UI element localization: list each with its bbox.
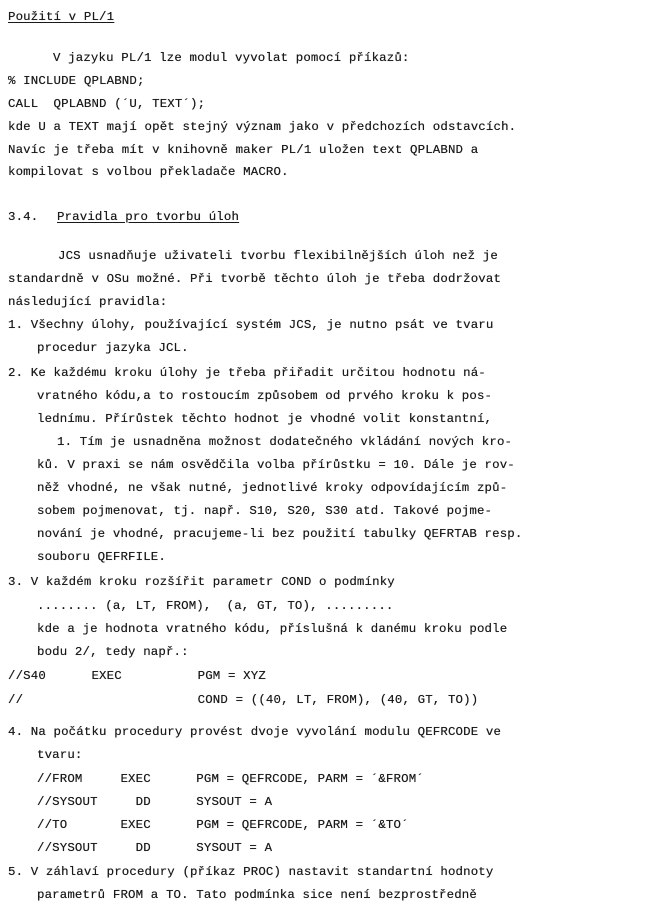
paragraph-line: Navíc je třeba mít v knihovně maker PL/1 uložen text QPLABND a — [8, 143, 479, 157]
list-item-2-continued: vratného kódu,a to rostoucím způsobem od prvého kroku k pos- — [37, 389, 493, 403]
list-item-1-continued: procedur jazyka JCL. — [37, 341, 189, 355]
code-line: % INCLUDE QPLABND; — [8, 74, 145, 88]
paragraph-line: následující pravidla: — [8, 295, 168, 309]
paragraph-line: kompilovat s volbou překladače MACRO. — [8, 165, 289, 179]
jcl-code-line: //TO EXEC PGM = QEFRCODE, PARM = ´&TO´ — [37, 818, 409, 832]
jcl-code-line: // COND = ((40, LT, FROM), (40, GT, TO)) — [8, 693, 479, 707]
section-heading-pl1: Použití v PL/1 — [8, 10, 115, 24]
list-item-4-continued: tvaru: — [37, 748, 83, 762]
list-item-3-continued: bodu 2/, tedy např.: — [37, 645, 189, 659]
list-item-2-continued: něž vhodné, ne však nutné, jednotlivé kroky odpovídajícím způ- — [37, 481, 508, 495]
list-item-5-continued: parametrů FROM a TO. Tato podmínka sice není bezprostředně — [37, 888, 477, 902]
list-item-2-continued: ků. V praxi se nám osvědčila volba přírůstku = 10. Dále je rov- — [37, 458, 515, 472]
list-item-3-continued: kde a je hodnota vratného kódu, příslušná k danému kroku podle — [37, 622, 508, 636]
section-number: 3.4. — [8, 210, 39, 224]
paragraph-line: standardně v OSu možné. Při tvorbě těchto úloh je třeba dodržovat — [8, 272, 502, 286]
paragraph-line: V jazyku PL/1 lze modul vyvolat pomocí příkazů: — [53, 51, 410, 65]
list-item-1: 1. Všechny úlohy, používající systém JCS, je nutno psát ve tvaru — [8, 318, 494, 332]
list-item-3: 3. V každém kroku rozšířit parametr COND o podmínky — [8, 575, 395, 589]
list-item-3-continued: ........ (a, LT, FROM), (a, GT, TO), ......... — [37, 599, 394, 613]
list-item-2-continued: nování je vhodné, pracujeme-li bez použití tabulky QEFRTAB resp. — [37, 527, 523, 541]
list-item-2-continued: souboru QEFRFILE. — [37, 550, 166, 564]
paragraph-line: kde U a TEXT mají opět stejný význam jako v předchozích odstavcích. — [8, 120, 517, 134]
paragraph-line: JCS usnadňuje uživateli tvorbu flexibilnějších úloh než je — [58, 249, 498, 263]
jcl-code-line: //FROM EXEC PGM = QEFRCODE, PARM = ´&FROM´ — [37, 772, 424, 786]
jcl-code-line: //SYSOUT DD SYSOUT = A — [37, 841, 273, 855]
code-line: CALL QPLABND (´U, TEXT´); — [8, 97, 206, 111]
section-heading-3-4: Pravidla pro tvorbu úloh — [57, 210, 240, 224]
list-item-5: 5. V záhlaví procedury (příkaz PROC) nastavit standartní hodnoty — [8, 865, 494, 879]
list-item-2-continued: lednímu. Přírůstek těchto hodnot je vhodné volit konstantní, — [37, 412, 493, 426]
list-item-2-continued: sobem pojmenovat, tj. např. S10, S20, S30 atd. Takové pojme- — [37, 504, 493, 518]
jcl-code-line: //SYSOUT DD SYSOUT = A — [37, 795, 273, 809]
list-item-2-continued: 1. Tím je usnadněna možnost dodatečného vkládání nových kro- — [57, 435, 513, 449]
list-item-4: 4. Na počátku procedury provést dvoje vyvolání modulu QEFRCODE ve — [8, 725, 502, 739]
jcl-code-line: //S40 EXEC PGM = XYZ — [8, 669, 266, 683]
list-item-2: 2. Ke každému kroku úlohy je třeba přiřadit určitou hodnotu ná- — [8, 366, 486, 380]
